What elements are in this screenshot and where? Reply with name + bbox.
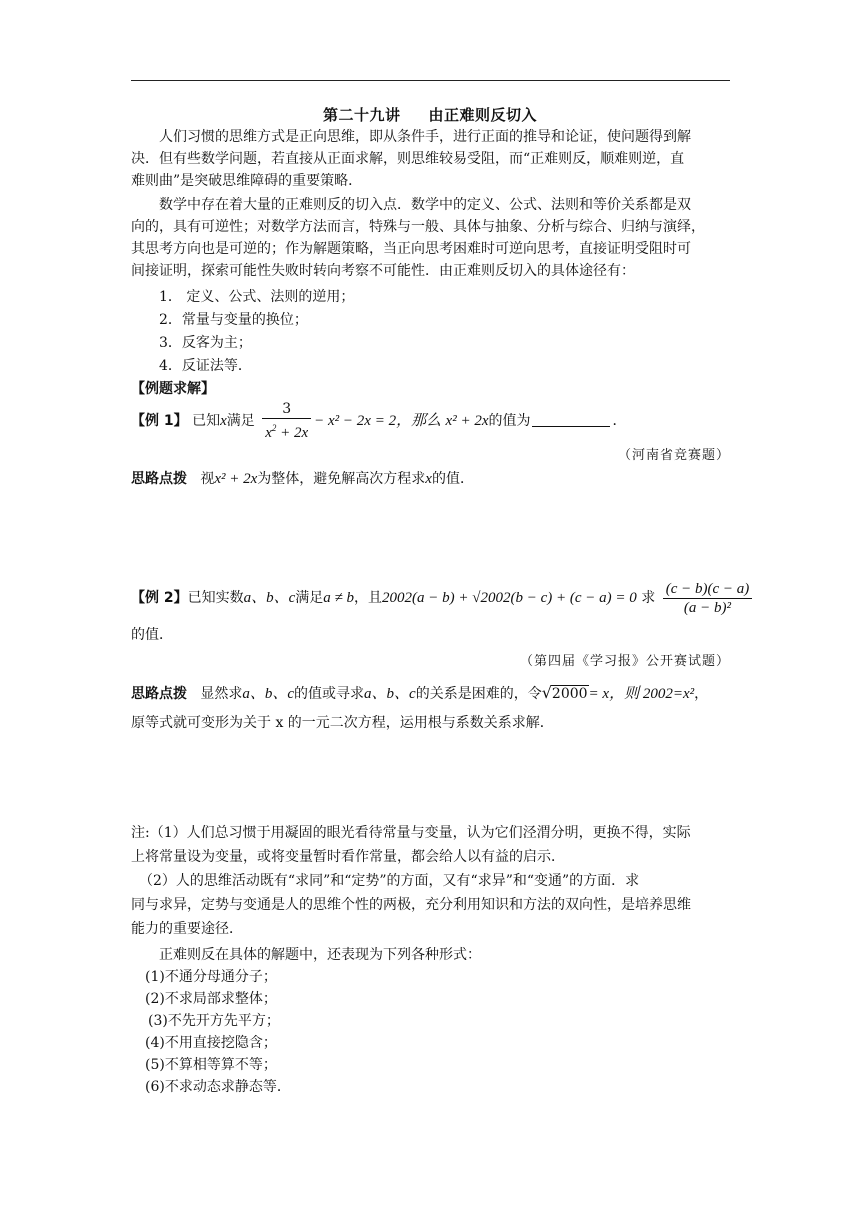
hint-expression: x² + 2x <box>214 471 258 487</box>
forms-intro: 正难则反在具体的解题中，还表现为下列各种形式： <box>159 947 481 963</box>
example-2-text: 满足 <box>295 590 324 606</box>
note-line: 同与求异，定势与变通是人的思维个性的两极，充分利用知识和方法的双向性，是培养思维 <box>131 897 691 913</box>
form-item: (1)不通分母通分子； <box>145 969 277 985</box>
fraction-denominator: (a − b)² <box>683 599 732 616</box>
lecture-number: 第二十九讲 <box>322 106 401 124</box>
hint-text: 的关系是困难的，令 <box>415 686 542 702</box>
hint-text: = x，则 2002= <box>588 686 683 702</box>
form-item: (5)不算相等算不等； <box>145 1057 277 1073</box>
example-1-end: ． <box>612 413 627 429</box>
fraction-numerator: 3 <box>262 400 311 419</box>
variable-x: x <box>425 471 432 487</box>
form-item: (2)不求局部求整体； <box>145 991 277 1007</box>
hint-text: 的值． <box>431 471 474 487</box>
hint-expression: x² <box>682 686 695 702</box>
fraction-denominator: $x^2 + 2x$ <box>265 423 309 441</box>
example-1-text: 满足 <box>226 413 255 429</box>
intro-line: 决．但有些数学问题，若直接从正面求解，则思维较易受阻，而“正难则反，顺难则逆，直 <box>131 151 685 167</box>
hint-2: 思路点拨 显然求a、b、c的值或寻求a、b、c的关系是困难的，令√2000= x，则 2002=x²， <box>131 683 709 702</box>
source-citation: （河南省竞赛题） <box>617 448 730 463</box>
example-1-text: 的值为 <box>488 413 531 429</box>
intro-line: 向的，具有可逆性；对数学方法而言，特殊与一般、具体与抽象、分析与综合、归纳与演绎， <box>131 219 705 235</box>
hint-1 <box>131 468 730 490</box>
intro-line: 人们习惯的思维方式是正向思维，即从条件手，进行正面的推导和论证，使问题得到解 <box>159 129 691 145</box>
example-2-label: 【例 2】 <box>131 590 188 606</box>
intro-line: 难则曲”是突破思维障碍的重要策略． <box>131 173 363 189</box>
sqrt-symbol: √ <box>541 683 552 702</box>
form-item: (6)不求动态求静态等． <box>145 1079 291 1095</box>
example-2-text: ，且 <box>354 590 383 606</box>
hint-label: 思路点拨 <box>131 471 187 487</box>
fraction <box>262 400 311 442</box>
sqrt-radicand: 2000 <box>551 686 588 702</box>
lecture-title: 由正难则反切入 <box>428 106 538 124</box>
intro-line: 数学中存在着大量的正难则反的切入点．数学中的定义、公式、法则和等价关系都是双 <box>159 197 691 213</box>
equation: 2002(a − b) + √2002(b − c) + (c − a) = 0 <box>382 590 637 606</box>
example-2-text: 求 <box>641 590 656 606</box>
page-title <box>0 104 860 125</box>
example-2-line2: 的值． <box>131 627 173 643</box>
section-heading: 【例题求解】 <box>131 381 215 397</box>
hint-2-line2: 原等式就可变形为关于 x 的一元二次方程，运用根与系数关系求解． <box>131 715 554 731</box>
example-2-text: 已知实数 <box>187 590 244 606</box>
header-rule <box>131 80 730 81</box>
variables: a、b、c <box>364 686 416 702</box>
fraction <box>663 580 753 617</box>
form-item: (4)不用直接挖隐含； <box>145 1035 277 1051</box>
condition: a ≠ b <box>323 590 355 606</box>
example-1-label: 【例 1】 <box>131 413 188 429</box>
variables: a、b、c <box>242 686 295 702</box>
list-item: 2．常量与变量的换位； <box>159 312 308 328</box>
note-line: 注:（1）人们总习惯于用凝固的眼光看待常量与变量，认为它们泾渭分明，更换不得，实际 <box>131 825 691 841</box>
hint-text: 的值或寻求 <box>294 686 365 702</box>
source-citation: （第四届《学习报》公开赛试题） <box>519 654 730 669</box>
hint-text: 为整体，避免解高次方程求 <box>257 471 426 487</box>
note-line: 上将常量设为变量，或将变量暂时看作常量，都会给人以有益的启示． <box>131 849 565 865</box>
intro-line: 其思考方向也是可逆的；作为解题策略，当正向思考困难时可逆向思考，直接证明受阻时可 <box>131 241 691 257</box>
expression: x² + 2x <box>445 413 489 429</box>
hint-text: 视 <box>200 471 215 487</box>
form-item: (3)不先开方先平方； <box>148 1013 280 1029</box>
hint-label: 思路点拨 <box>131 686 187 702</box>
example-1-text: 已知 <box>192 413 221 429</box>
list-item: 4．反证法等． <box>159 358 252 374</box>
fraction-numerator: (c − b)(c − a) <box>663 580 753 599</box>
example-1 <box>131 400 730 442</box>
list-item: 3．反客为主； <box>159 335 252 351</box>
note-line: （2）人的思维活动既有“求同”和“定势”的方面，又有“求异”和“变通”的方面．求 <box>139 873 640 889</box>
example-2 <box>131 578 750 618</box>
variables: a、b、c <box>243 590 296 606</box>
list-item: 1． 定义、公式、法则的逆用； <box>159 289 355 305</box>
answer-blank[interactable] <box>532 412 610 427</box>
equation-rest: − x² − 2x = 2，那么 <box>314 413 442 429</box>
hint-text: 显然求 <box>200 686 243 702</box>
intro-line: 间接证明，探索可能性失败时转向考察不可能性．由正难则反切入的具体途径有： <box>131 263 635 279</box>
note-line: 能力的重要途径． <box>131 921 243 937</box>
variable-x: x <box>220 413 227 429</box>
